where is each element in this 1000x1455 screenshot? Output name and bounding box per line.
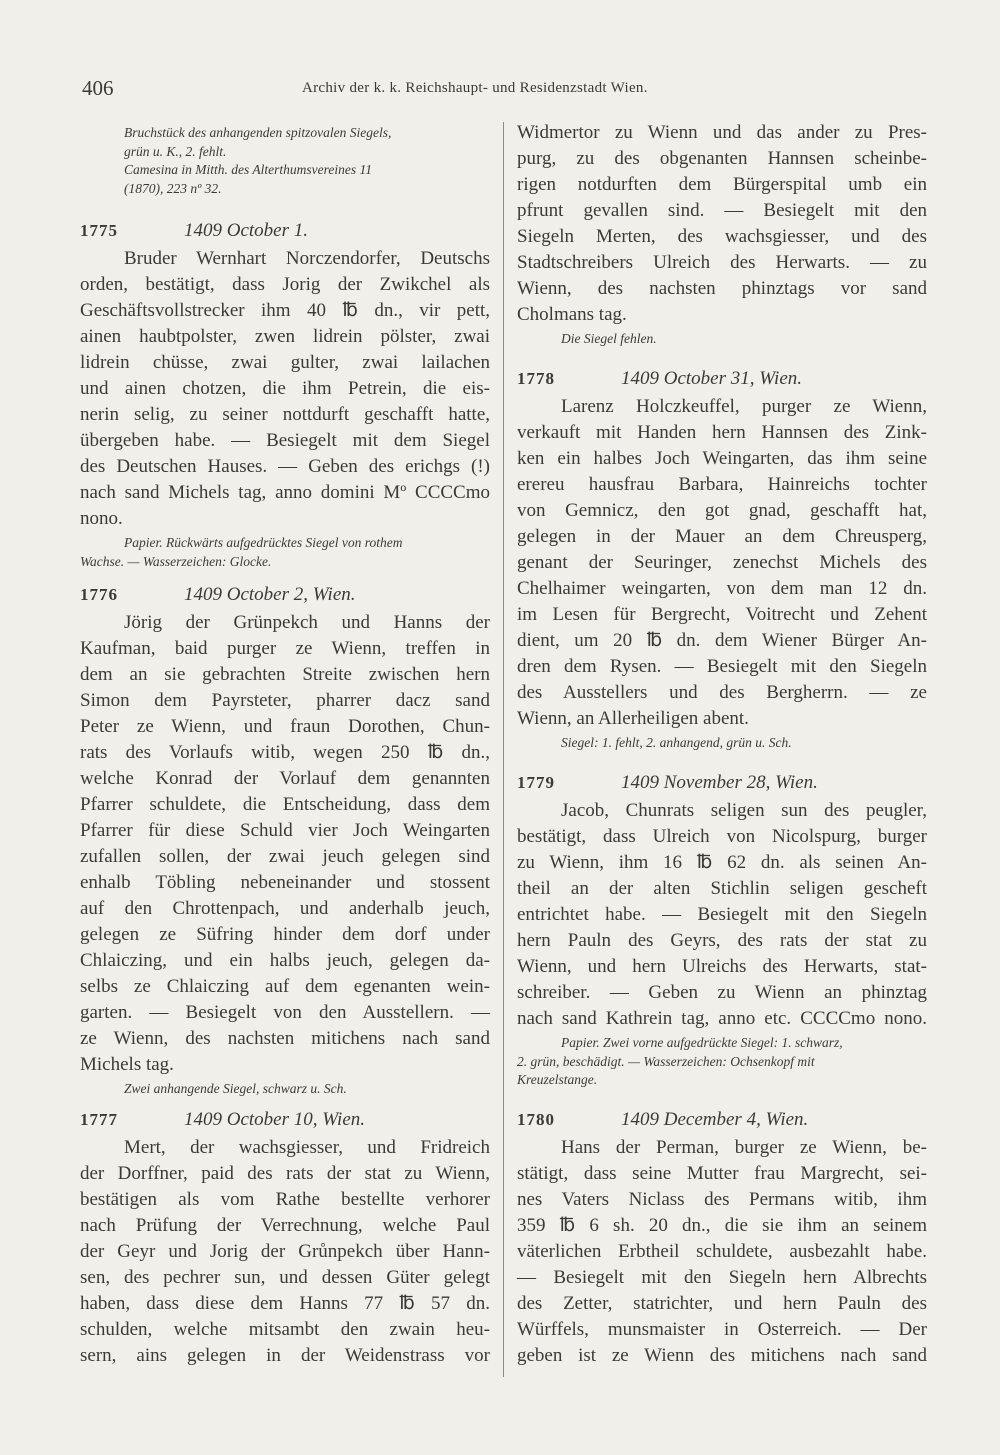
entry-number: 1780 — [517, 1110, 555, 1129]
entry-number: 1777 — [80, 1110, 118, 1129]
entry-date: 1409 October 2, Wien. — [184, 584, 356, 605]
entry-text — [517, 120, 927, 328]
text-line: erereu hausfrau Barbara, Hainreichs tochter — [517, 474, 927, 495]
text-line: theil an der alten Stichlin seligen gescheft — [517, 878, 927, 899]
text-line: Mert, der wachsgiesser, und Fridreich — [124, 1137, 490, 1158]
text-line: übergeben habe. — Besiegelt mit dem Siegel — [80, 430, 490, 451]
text-line: auf den Chrottenpach, und anderhalb jeuch, — [80, 898, 490, 919]
text-line: genant der Seuringer, zenechst Michels des — [517, 552, 927, 573]
entry-heading — [80, 1105, 490, 1135]
text-line: im Lesen für Bergrecht, Voitrecht und Zehent — [517, 604, 927, 625]
text-line: Widmertor zu Wienn und das ander zu Pres- — [517, 122, 927, 143]
entry-text — [80, 1135, 490, 1369]
text-line: zufallen sollen, der zwai jeuch gelegen sind — [80, 846, 490, 867]
text-line: enhalb Töbling nebeneinander und stossent — [80, 872, 490, 893]
text-line: der Dorffner, paid des rats der stat zu Wienn, — [80, 1163, 490, 1184]
note-line: Siegel: 1. fehlt, 2. anhangend, grün u. Sch. — [561, 735, 792, 750]
note-line: Papier. Rückwärts aufgedrücktes Siegel von rothem — [124, 535, 403, 550]
entry-1777 — [80, 1105, 490, 1369]
note-line: Camesina in Mitth. des Alterthumsvereines 11 — [124, 162, 372, 177]
text-line: nach sand Kathrein tag, anno etc. CCCCmo nono. — [517, 1008, 927, 1029]
text-line: sen, des pechrer sun, und dessen Güter gelegt — [80, 1267, 490, 1288]
text-line: schulden, welche mitsambt den zwain heu- — [80, 1319, 490, 1340]
text-line: Stadtschreibers Ulreich des Herwarts. — zu — [517, 252, 927, 273]
text-line: nach sand Michels tag, anno domini Mº CCCCmo — [80, 482, 490, 503]
text-line: Wienn, und hern Ulreichs des Herwarts, stat- — [517, 956, 927, 977]
text-line: ze Wienn, des nachsten mitichens nach sand — [80, 1028, 490, 1049]
note-line: grün u. K., 2. fehlt. — [124, 143, 227, 159]
text-line: Jacob, Chunrats seligen sun des peugler, — [561, 800, 927, 821]
entry-note — [517, 1034, 927, 1090]
entry-text — [517, 798, 927, 1032]
entry-1779 — [517, 768, 927, 1090]
page-number: 406 — [82, 76, 114, 100]
text-line: nerin selig, zu seiner nottdurft geschafft hatte, — [80, 404, 490, 425]
text-line: Simon dem Payrsteter, pharrer dacz sand — [80, 690, 490, 711]
text-line: Hans der Perman, burger ze Wienn, be- — [561, 1137, 927, 1158]
entry-heading — [517, 768, 927, 798]
text-line: Siegeln Merten, des wachsgiesser, und des — [517, 226, 927, 247]
text-line: des Deutschen Hauses. — Geben des erichgs (!) — [80, 456, 490, 477]
entry-date: 1409 October 10, Wien. — [184, 1109, 366, 1130]
text-line: Chelhaimer weingarten, von dem man 12 dn. — [517, 578, 927, 599]
note-line: Kreuzelstange. — [517, 1072, 598, 1087]
entry-number: 1779 — [517, 773, 555, 792]
text-line: Chlaiczing, und ein halbs jeuch, gelegen da- — [80, 950, 490, 971]
text-line: Cholmans tag. — [517, 304, 627, 325]
text-line: Peter ze Wienn, und fraun Dorothen, Chun- — [80, 716, 490, 737]
entry-heading — [80, 216, 490, 246]
text-line: garten. — Besiegelt von den Ausstellern. — — [80, 1002, 490, 1023]
text-line: der Geyr und Jorig der Grůnpekch über Hann- — [80, 1241, 490, 1262]
entry-note — [80, 534, 490, 571]
text-line: zu Wienn, ihm 16 ℔ 62 dn. als seinen An- — [517, 852, 927, 873]
text-line: lidrein chüsse, zwai gulter, zwai lailachen — [80, 352, 490, 373]
text-line: Wienn, an Allerheiligen abent. — [517, 708, 749, 729]
text-line: rigen notdurften dem Bürgerspital umb ein — [517, 174, 927, 195]
note-line: Zwei anhangende Siegel, schwarz u. Sch. — [124, 1081, 347, 1096]
text-line: orden, bestätigt, dass Jorig der Zwikchel als — [80, 274, 490, 295]
text-line: Kaufman, baid purger ze Wienn, treffen in — [80, 638, 490, 659]
text-line: pfrunt gevallen sind. — Besiegelt mit den — [517, 200, 927, 221]
text-line: schreiber. — Geben zu Wienn an phinztag — [517, 982, 927, 1003]
running-title: Archiv der k. k. Reichshaupt- und Residenzstadt Wien. — [302, 80, 648, 96]
text-line: dren dem Rysen. — Besiegelt mit den Siegeln — [517, 656, 927, 677]
entry-date: 1409 December 4, Wien. — [621, 1109, 809, 1130]
text-line: geben ist ze Wienn des mitichens nach sand — [517, 1345, 927, 1366]
entry-note — [517, 734, 927, 753]
text-line: Wienn, des nachsten phinztags vor sand — [517, 278, 927, 299]
text-line: ainen haubtpolster, zwen lidrein pölster, zwai — [80, 326, 490, 347]
text-line: gelegen ze Süfring hinder dem dorf under — [80, 924, 490, 945]
text-line: rats des Vorlaufs witib, wegen 250 ℔ dn., — [80, 742, 490, 763]
entry-number: 1775 — [80, 221, 118, 240]
entry-1780 — [517, 1105, 927, 1369]
text-line: entrichtet habe. — Besiegelt mit den Siegeln — [517, 904, 927, 925]
entry-number: 1778 — [517, 369, 555, 388]
text-line: 359 ℔ 6 sh. 20 dn., die sie ihm an seinem — [517, 1215, 927, 1236]
text-line: nono. — [80, 508, 123, 529]
text-line: Jörig der Grünpekch und Hanns der — [124, 612, 490, 633]
text-line: sern, ains gelegen in der Weidenstrass vor — [80, 1345, 490, 1366]
text-line: Pfarrer schuldete, die Entscheidung, dass dem — [80, 794, 490, 815]
text-line: dient, um 20 ℔ dn. dem Wiener Bürger An- — [517, 630, 927, 651]
text-line: haben, dass diese dem Hanns 77 ℔ 57 dn. — [80, 1293, 490, 1314]
entry-heading — [517, 364, 927, 394]
text-line: dem an sie gebrachten Streite zwischen hern — [80, 664, 490, 685]
note-line: Wachse. — Wasserzeichen: Glocke. — [80, 553, 272, 569]
note-line: Papier. Zwei vorne aufgedrückte Siegel: 1. schwarz, — [561, 1035, 843, 1050]
entry-1775 — [80, 216, 490, 571]
entry-heading — [80, 580, 490, 610]
note-line: Bruchstück des anhangenden spitzovalen Siegels, — [124, 125, 392, 140]
text-line: stätigt, dass seine Mutter frau Margrecht, sei- — [517, 1163, 927, 1184]
text-line: purg, zu des obgenanten Hannsen scheinbe- — [517, 148, 927, 169]
text-line: verkauft mit Handen hern Hannsen des Zink- — [517, 422, 927, 443]
text-line: des Zetter, statrichter, und hern Pauln des — [517, 1293, 927, 1314]
text-line: Würffels, munsmaister in Osterreich. — Der — [517, 1319, 927, 1340]
entry-text — [80, 610, 490, 1078]
text-line: Pfarrer für diese Schuld vier Joch Weingarten — [80, 820, 490, 841]
text-line: nes Vaters Niclass des Permans witib, ihm — [517, 1189, 927, 1210]
text-line: nach Prüfung der Verrechnung, welche Paul — [80, 1215, 490, 1236]
text-line: bestätigen als vom Rathe bestellte verhorer — [80, 1189, 490, 1210]
entry-1778 — [517, 364, 927, 753]
text-line: bestätigt, dass Ulreich von Nicolspurg, burger — [517, 826, 927, 847]
top-note — [80, 124, 534, 198]
text-line: von Gemnicz, den got gnad, geschafft hat, — [517, 500, 927, 521]
text-line: Bruder Wernhart Norczendorfer, Deutschs — [124, 248, 490, 269]
entry-1777-continuation — [517, 120, 927, 349]
note-line: (1870), 223 nº 32. — [124, 180, 222, 196]
entry-number: 1776 — [80, 585, 118, 604]
text-line: Michels tag. — [80, 1054, 174, 1075]
text-line: — Besiegelt mit den Siegeln hern Albrechts — [517, 1267, 927, 1288]
entry-text — [517, 1135, 927, 1369]
text-line: väterlichen Erbtheil schuldete, ausbezahlt habe. — [517, 1241, 927, 1262]
entry-1776 — [80, 580, 490, 1099]
text-line: selbs ze Chlaiczing auf dem egenanten wein- — [80, 976, 490, 997]
note-line: Die Siegel fehlen. — [561, 331, 657, 346]
entry-date: 1409 October 31, Wien. — [621, 368, 803, 389]
entry-text — [517, 394, 927, 732]
text-line: Larenz Holczkeuffel, purger ze Wienn, — [561, 396, 927, 417]
entry-note — [517, 330, 927, 349]
text-line: und ainen chotzen, die ihm Petrein, die eis- — [80, 378, 490, 399]
page-header — [82, 76, 922, 104]
column-divider — [503, 122, 504, 1377]
text-line: Geschäftsvollstrecker ihm 40 ℔ dn., vir pett, — [80, 300, 490, 321]
text-line: hern Pauln des Geyrs, des rats der stat zu — [517, 930, 927, 951]
entry-note — [80, 1080, 490, 1099]
entry-text — [80, 246, 490, 532]
note-line: 2. grün, beschädigt. — Wasserzeichen: Ochsenkopf mit — [517, 1053, 815, 1069]
text-line: welche Konrad der Vorlauf dem genannten — [80, 768, 490, 789]
text-line: ken ein halbes Joch Weingarten, das ihm seine — [517, 448, 927, 469]
entry-date: 1409 October 1. — [184, 220, 309, 241]
entry-date: 1409 November 28, Wien. — [621, 772, 818, 793]
entry-heading — [517, 1105, 927, 1135]
text-line: des Ausstellers und des Bergherrn. — ze — [517, 682, 927, 703]
text-line: gelegen in der Mauer an dem Chreusperg, — [517, 526, 927, 547]
